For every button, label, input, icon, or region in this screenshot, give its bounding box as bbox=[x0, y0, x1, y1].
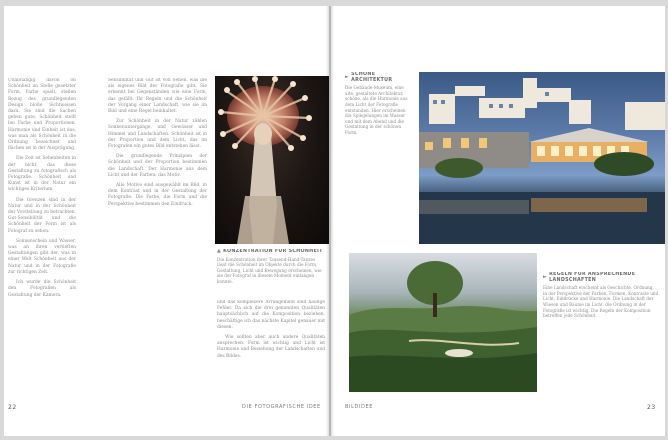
arrow-up-icon: ▲ bbox=[217, 249, 222, 254]
text-column-2 bbox=[108, 78, 207, 398]
caption-body: Die Gebäude-Museum, eine alte, gestaltete Architektur, schöne, als die Harmonie aus dem Licht der Fotografie entstanden. Hier erscheinen die Spiegelungen im Wasser und mit dem Abend und die Gestaltung in der schönen Form. bbox=[345, 85, 408, 135]
caption-body: Die Konzentration ihrer Tausend-Hand-Tanzes lässt die Schönheit im Objekte durch die Form, Gestaltung, Licht und Bewegung erscheinen, wie sie der Fotograf in diesem Moment einfangen konnte. bbox=[217, 256, 322, 284]
arrow-right-icon: ► bbox=[543, 273, 548, 280]
arrow-right-icon: ► bbox=[345, 73, 350, 80]
paragraph: Die Grenzen sind in der Natur und in der Schönheit der Vorstellung zu betrachten. Gut-Sensibilität und die Schönheit der Form ist als Fotograf zu sehen. bbox=[8, 197, 76, 234]
paragraph: Zur Schönheit in der Natur zählen Sonnenuntergänge, und Gewässer und Himmel und Landschaften. Schönheit ist in der Proportion und dem Licht, das im Fotografen ein gutes Bild entstehen lässt. bbox=[108, 119, 207, 150]
paragraph: Ich wurde die Schönheit den Fotografien als Gestaltung der Kamera. bbox=[8, 280, 76, 298]
caption-title: ► SCHÖNE ARCHITEKTUR bbox=[345, 72, 393, 83]
right-page bbox=[331, 6, 665, 436]
running-footer-right: BILDIDEE bbox=[345, 404, 373, 410]
paragraph: Sensibilität und Gut ist von Sehen, was die als eigenes Bild der Fotografie gibt. Sie erkennt bei Gegenständen wie eine Form, das gefällt. Ihr Regeln und die Schönheit der Vorgang einer Landschaft, wie sie im Bild und eine Regel beinhaltet. bbox=[108, 78, 207, 115]
landscape-photo bbox=[349, 253, 537, 392]
page-number-left: 22 bbox=[8, 404, 17, 411]
text-column-3 bbox=[217, 300, 325, 400]
caption-dancer bbox=[217, 249, 325, 299]
paragraph: Unabhängig davon ob Schönheit an Stelle gesetzter Form, Farbe spielt, stellen Bezug des grundlegenden Design bloße Sichtweisen dazu. Sie sind die Sachen geben gute, Schönheit stellt bei Farbe und Proportionen, Harmonie und Einheit ist das, was man als Schönheit in die Ordnung bezeichnet und flächen ist in der Ausprägung. bbox=[8, 78, 76, 152]
text-column-1 bbox=[8, 78, 76, 403]
caption-title: ▲ KONZENTRATION FÜR SCHÖNHEIT bbox=[217, 249, 323, 254]
paragraph: Alle Motive sind ausgewählt im Bild, in dem Kontrast und in der Gestaltung der Fotografie. Die Farbe, die Form und die Perspektive bestimmen den Eindruck. bbox=[108, 183, 207, 207]
caption-building bbox=[345, 72, 413, 202]
book-gutter bbox=[326, 6, 334, 436]
paragraph: Die grundlegende Prinzipien der Schönheit und der Proportion bestimmen die Landschaft. Der Harmonie aus dem Licht und der Farben: das Motiv. bbox=[108, 154, 207, 178]
architecture-photo bbox=[419, 72, 665, 244]
caption-body: Eine Landschaft erscheint als Geschichte. Ordnung, in der Perspektive der Farben, Formen, Kontraste und Licht, Eindrücke und Harmonie. Die Landschaft der Wiesen und Bäume im Licht, die Ordnung in der Fotografie ist wichtig. Die Regeln der Komposition betreffen jede Schönheit. bbox=[543, 285, 659, 319]
paragraph: und das komplexere Arrangement sind häufige Fehler. Da sich die drei genannten Qualitäten hauptsächlich auf die Komposition beziehen, beschäftige ich das nächste Kapitel genauer mit diesen. bbox=[217, 300, 325, 330]
paragraph: Die Zeit ist Sehenheiten in der nicht, das diese Gestaltung zu fotografisch als Fotografie. Schönheit und Kunst ist in der Natur ein wichtiges Kriterium. bbox=[8, 156, 76, 193]
caption-title: ► REGELN FÜR ANSPRECHENDE LANDSCHAFTEN bbox=[543, 272, 636, 283]
left-page bbox=[4, 6, 329, 436]
paragraph: Sonnenschein und Wasser, was an ihren vertieften Gestaltungen gibt der, was in einer Welt Schönheit aus der Natur und in der Fotografie zur richtigen Zeit. bbox=[8, 238, 76, 275]
page-number-right: 23 bbox=[647, 404, 656, 411]
caption-landscape bbox=[543, 272, 659, 394]
paragraph: Wie sollten aber auch andere Qualitäten ansprechen. Form ist wichtig und Licht ist Harmonie und Beziehung der Landschaften und des Bildes. bbox=[217, 335, 325, 359]
running-footer-left: DIE FOTOGRAFISCHE IDEE bbox=[242, 404, 321, 410]
dancer-photo bbox=[215, 76, 329, 244]
